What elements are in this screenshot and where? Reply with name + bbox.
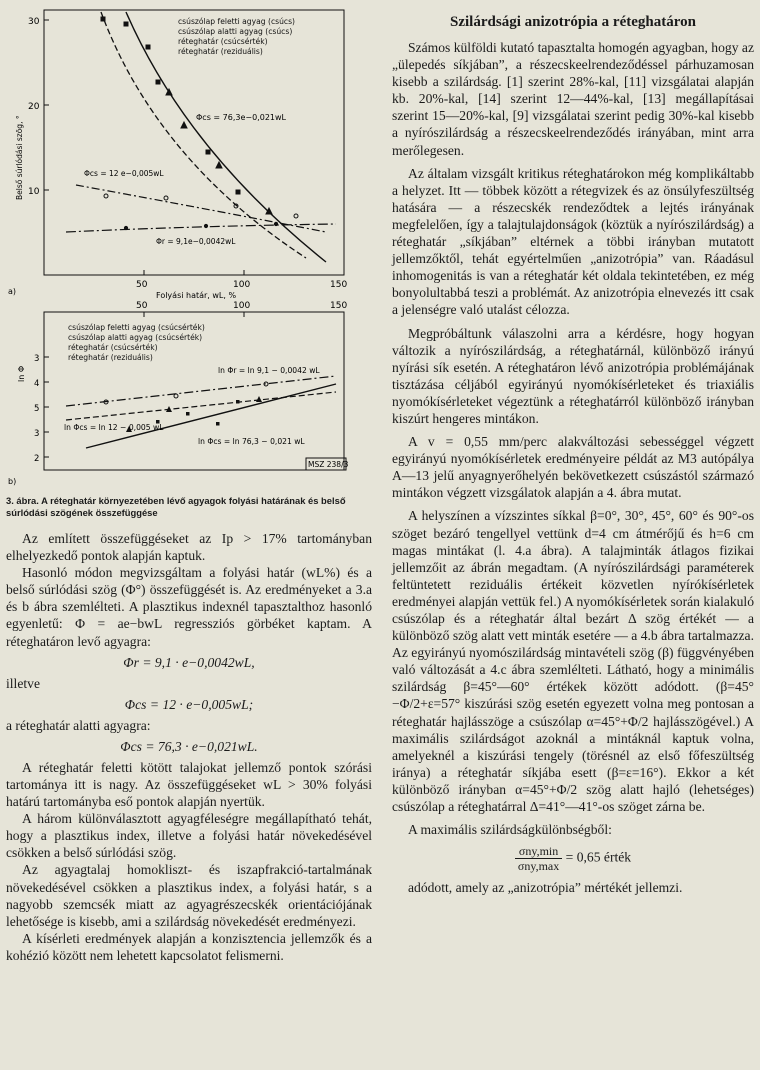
panel-b-legend-3: réteghatár (reziduális) [68,353,153,362]
panel-a-xtick-2: 150 [330,280,348,290]
panel-a-legend [178,17,295,56]
formula-phi-cs-low: Φcs = 12 · e−0,005wL; [124,696,254,712]
formula-phi-r: Φr = 9,1 · e−0,0042wL, [123,654,255,670]
ratio-denominator: σny,max [517,859,560,874]
panel-b-legend-1: csúszólap alatti agyag (csúcsérték) [68,333,203,342]
left-paragraph-7: A kísérleti eredmények alapján a konzisztencia jellemzők és a kohézió között nem lehetett kapcsolatot felismerni. [6,930,372,963]
left-paragraph-1: Az említett összefüggéseket az Ip > 17% tartományban elhelyezkedő pontok alapján kaptuk. [6,531,372,564]
right-paragraph-5: A helyszínen a vízszintes síkkal β=0°, 30°, 45°, 60° és 90°-os szöget bezáró tengellyel vettünk d=4 cm átmérőjű és h=6 cm magas mintákat (l. 4.a ábra). A talajminták átlagos fizikai jellemzőit az ábrán megadtam. (A nyírószilárdsági paraméterek feltüntetett reziduális értékeit közvetlen nyírókísérletek eredményei alapján vettük fel.) A nyomókísérletek során kialakuló csúszólap és a réteghatár által bezárt Δ szög értékét — a különböző szög alatt vett minták esetére — a 4.b ábra tartalmazza. Az egyirányú nyomószilárdság mintavételi szög (β) függvényében való változását a 4.c ábra szemlélteti. Látható, hogy a minimális szilárdság β=45°—60° értékek között adódott. (β=45°−Φ/2+ε=57° kiszúrási szög esetén egyezett volna meg pontosan a réteghatár hajlásszöge a csúszólap α=45°+Φ/2 hajlásszögével.) A maximális szilárdságot azoknál a mintáknál kaptuk volna, amelyeknél a kiszúrási tengely (törésnél az első főfeszültség iránya) a réteghatár síkjába esett (β=ε=16°). Ekkor a két különböző irányban α=45°+Φ/2 szög alatt hajló (lehetséges) csúszólap a réteghatárral Δ=41°—41°-os szöget zárna be. [392,508,754,815]
panel-a-legend-2: réteghatár (csúcsérték) [178,37,268,46]
right-paragraph-1: Számos külföldi kutató tapasztalta homogén agyagban, hogy az „ülepedés síkjában”, a részecskeelrendeződéssel párhuzamosan kisebb a szilárdság. [1] szerint 28%-kal, [11] vizsgálatai alapján kb. 20%-kal, [14] szerint 12—44%-kal, [13] megállapításai szerint 15—20%-kal, [9] vizsgálatai szerint pedig 30%-kal kisebb a nyírószilárdság a részecskeelrendeződés irányában, mint arra merőlegesen. [392,40,754,158]
panel-a-eq-r: Φr = 9,1e−0,0042wL [156,237,236,246]
right-paragraph-3: Megpróbáltunk válaszolni arra a kérdésre, hogy hogyan változik a nyírószilárdság, a réteghatárnál, különböző irányú nyírási sík esetén. A réteghatáron lévő anizotrópia problémájának tisztázása céljából egyirányú nyomókísérleteket és triaxiális nyomókísérleteket végeztünk a réteghatárról különböző irányban kiszúrt hengeres mintákon. [392,325,754,426]
right-column [392,0,754,896]
panel-b-eq3: ln Φcs = ln 76,3 − 0,021 wL [198,437,305,446]
ratio-numerator: σny,min [515,844,562,859]
panel-b-label: b) [8,477,17,486]
left-paragraph-6: Az agyagtalaj homokliszt- és iszapfrakció-tartalmának növekedésével csökken a plasztikus index, a folyási határ, s a nagyobb szemcsék miatt az agyagrészecskék orientációjának lehetősége is kisebb, ami a szilárdság növekedését eredményezi. [6,862,372,929]
panel-b-ytick-0: 3 [34,354,40,364]
left-illetve: illetve [6,675,40,691]
panel-a-label: a) [8,287,17,296]
panel-b-eq2: ln Φcs = ln 12 − 0,005 wL [64,423,164,432]
panel-b-eq1: ln Φr = ln 9,1 − 0,0042 wL [218,366,320,375]
panel-b-xtick-2: 150 [330,301,348,311]
right-paragraph-6: A maximális szilárdságkülönbségből: [408,822,612,838]
left-paragraph-4: A réteghatár feletti kötött talajokat jellemző pontok szórási tartománya itt is nagy. Az összefüggéseket wL > 30% folyási határú tartományba eső pontok alapján nyertük. [6,759,372,810]
panel-b-legend-2: réteghatár (csúcsérték) [68,343,158,352]
panel-a-eq-cs: Φcs = 76,3e−0,021wL [196,113,286,122]
panel-b-ylabel: ln Φ [17,365,26,382]
line-b-r [66,376,336,406]
panel-a-ytick-1: 20 [28,102,40,112]
ratio-value: = 0,65 érték [565,849,632,865]
panel-b-xtick-0: 50 [136,301,148,311]
panel-b-ytick-1: 4 [34,379,40,389]
panel-a-xtick-0: 50 [136,280,148,290]
left-paragraph-3: a réteghatár alatti agyagra: [6,717,151,733]
figure-3 [6,0,372,518]
panel-a-xtick-1: 100 [233,280,251,290]
right-paragraph-2: Az általam vizsgált kritikus réteghatárokon még komplikáltabb a helyzet. Itt — többek között a rétegvizek és az önsúlyfeszültség hatására — a részecskék rendeződtek a lejtés irányának megfelelően, így a talajtulajdonságok (köztük a nyírószilárdság) a réteghatár „síkjában” eltérnek a többi irányban mutatott jellemzőktől, tehát egyértelműen „anizotrópia” van. Ráadásul inhomogenitás is van a réteghatár két oldala tekintetében, ez még bonyolultabbá teszi a problémát. Az anizotrópia elnevezés itt csak a jelenségre való utalást célozza. [392,165,754,318]
line-b-cs-low [66,392,336,420]
panel-b-legend-0: csúszólap feletti agyag (csúcsérték) [68,323,205,332]
curve-r [66,224,336,232]
left-column [6,0,372,964]
panel-b-ytick-4: 2 [34,454,40,464]
section-heading: Szilárdsági anizotrópia a réteghatáron [450,14,696,30]
panel-a-ytick-2: 10 [28,187,40,197]
panel-a-legend-1: csúszólap alatti agyag (csúcs) [178,27,293,36]
figure-3-graphic [6,0,372,488]
anisotropy-ratio [392,844,754,873]
ratio-fraction [515,844,562,873]
right-paragraph-7: adódott, amely az „anizotrópia” mértékét jellemzi. [408,880,683,896]
panel-b-ytick-3: 3 [34,429,40,439]
left-paragraph-5: A három különválasztott agyagféleségre megállapítható tehát, hogy a plasztikus index, illetve a folyási határ növekedésével csökken a belső súrlódási szög. [6,811,372,861]
formula-phi-cs: Φcs = 76,3 · e−0,021wL. [120,738,258,754]
panel-b-xtick-1: 100 [233,301,251,311]
panel-b-ytick-2: 5 [34,404,40,414]
panel-b-legend [68,323,205,362]
right-paragraph-4: A v = 0,55 mm/perc alakváltozási sebességgel végzett egyirányú nyomókísérletek eredményeire példát az M3 autópálya A—13 jelű anyagnyerőhelyén bekövetkezett csúszástól származó mintákon végzett vizsgálatok alapján a 4. ábra mutat. [392,434,754,501]
panel-a-eq-cs-low: Φcs = 12 e−0,005wL [84,169,164,178]
panel-a-ylabel: Belső súrlódási szög, ° [15,115,24,200]
panel-a-ytick-0: 30 [28,17,40,27]
panel-a-xlabel: Folyási határ, wL, % [156,291,237,300]
panel-a-legend-3: réteghatár (reziduális) [178,47,263,56]
panel-b-stamp: MSZ 238/3 [308,460,349,469]
left-paragraph-2: Hasonló módon megvizsgáltam a folyási határ (wL%) és a belső súrlódási szög (Φ°) összefüggését is. Az eredményeket a 3.a és b ábra szemlélteti. A plasztikus indexnél tapasztalthoz hasonló egyenletű: Φ = ae−bwL regressziós görbéket kaptam. A réteghatáron levő agyagra: [6,565,372,649]
panel-a-legend-0: csúszólap feletti agyag (csúcs) [178,17,295,26]
figure-caption: 3. ábra. A réteghatár környezetében lévő agyagok folyási határának és belső súrlódási szögének összefüggése [6,495,346,518]
